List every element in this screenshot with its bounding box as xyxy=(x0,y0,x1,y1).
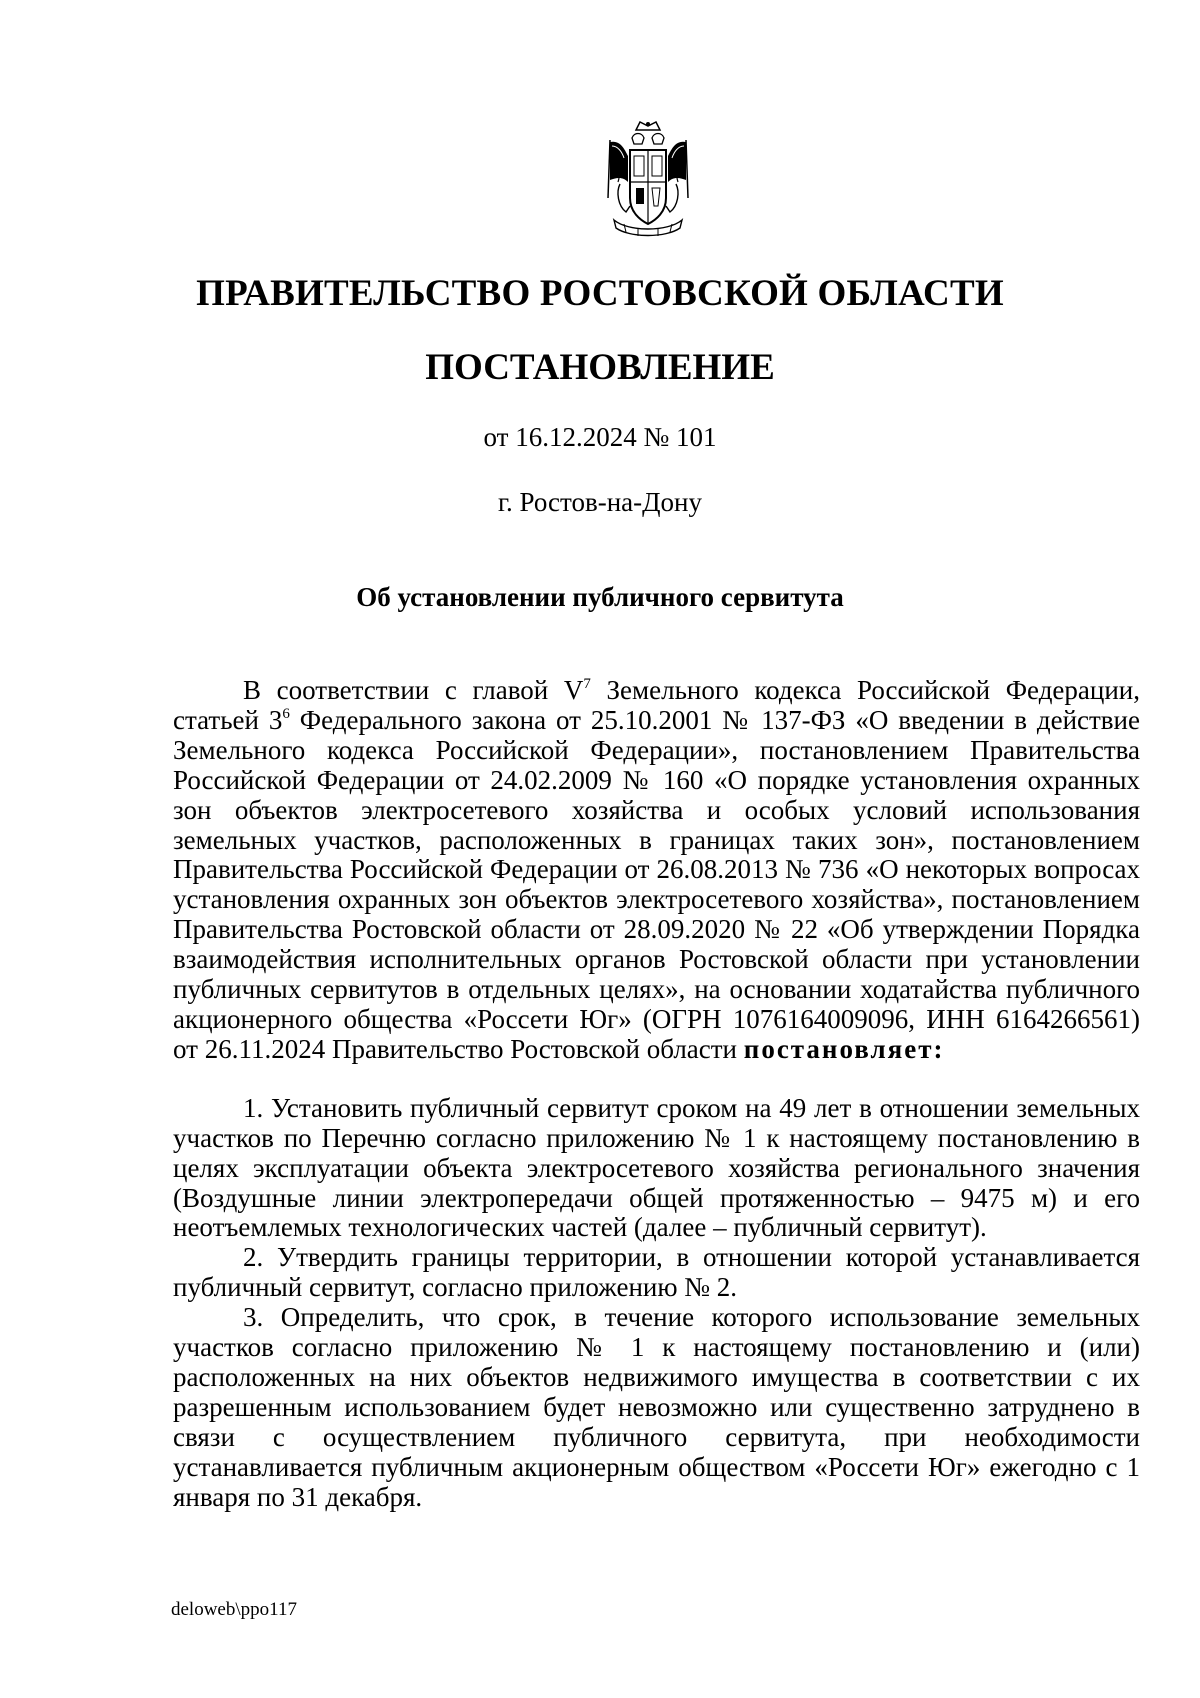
preamble-text-part-2: Земельного кодекса Российской Федерации, статьей 3 xyxy=(173,675,1140,735)
preamble-paragraph xyxy=(173,676,1140,1065)
preamble-text-part-1: В соответствии с главой V xyxy=(243,675,584,705)
footer-document-code: deloweb\ppo117 xyxy=(171,1599,297,1620)
resolution-item-3: 3. Определить, что срок, в течение которого использование земельных участков согласно приложению № 1 к настоящему постановлению и (или) расположенных на них объектов недвижимого имущества в соответствии с их разрешенным использованием будет невозможно или существенно затруднено в связи с осуществлением публичного сервитута, при необходимости устанавливается публичным акционерным обществом «Россети Юг» ежегодно с 1 января по 31 декабря. xyxy=(173,1302,1140,1512)
document-subject: Об установлении публичного сервитута xyxy=(356,582,844,612)
document-date-number: от 16.12.2024 № 101 xyxy=(483,422,717,452)
resolves-keyword: постановляет: xyxy=(743,1033,945,1064)
document-city: г. Ростов-на-Дону xyxy=(497,487,702,517)
article-superscript: 6 xyxy=(282,705,290,722)
organization-title: ПРАВИТЕЛЬСТВО РОСТОВСКОЙ ОБЛАСТИ xyxy=(196,273,1004,314)
preamble-text-part-3: Федерального закона от 25.10.2001 № 137-ФЗ «О введении в действие Земельного кодекса Российской Федерации», постановлением Правительства Российской Федерации от 24.02.2009 № 160 «О порядке установления охранных зон объектов электросетевого хозяйства и особых условий использования земельных участков, расположенных в границах таких зон», постановлением Правительства Российской Федерации от 26.08.2013 № 736 «О некоторых вопросах установления охранных зон объектов электросетевого хозяйства», постановлением Правительства Ростовской области от 28.09.2020 № 22 «Об утверждении Порядка взаимодействия исполнительных органов Ростовской области при установлении публичных сервитутов в отдельных целях», на основании ходатайства публичного акционерного общества «Россети Юг» (ОГРН 1076164009096, ИНН 6164266561) от 26.11.2024 Правительство Ростовской области xyxy=(173,704,1140,1064)
document-body xyxy=(173,676,1140,1512)
document-type-title: ПОСТАНОВЛЕНИЕ xyxy=(425,347,775,388)
resolution-item-2: 2. Утвердить границы территории, в отношении которой устанавливается публичный сервитут, согласно приложению № 2. xyxy=(173,1242,1140,1303)
chapter-superscript: 7 xyxy=(583,676,591,692)
resolution-item-1: 1. Установить публичный сервитут сроком на 49 лет в отношении земельных участков по Перечню согласно приложению № 1 к настоящему постановлению в целях эксплуатации объекта электросетевого хозяйства регионального значения (Воздушные линии электропередачи общей протяженностью – 9475 м) и его неотъемлемых технологических частей (далее – публичный сервитут). xyxy=(173,1092,1140,1243)
coat-of-arms-icon xyxy=(598,120,698,242)
